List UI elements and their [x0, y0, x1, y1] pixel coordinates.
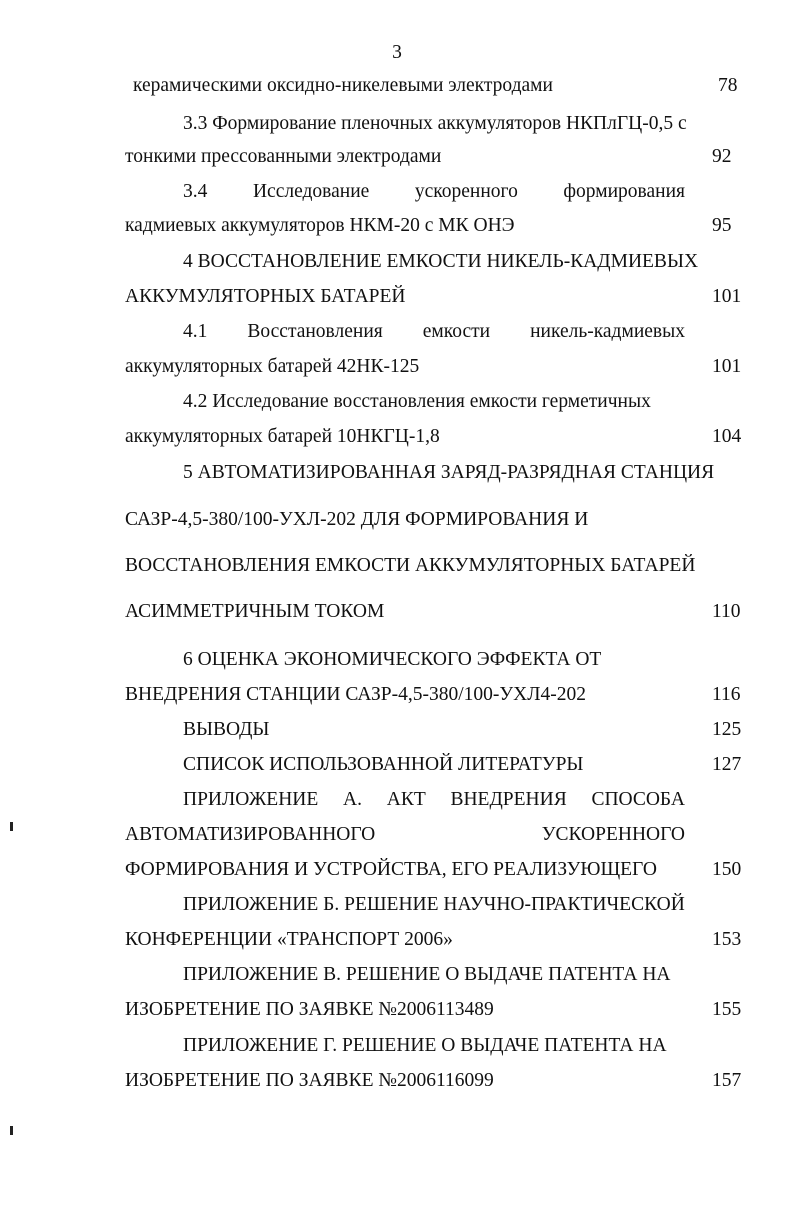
toc-page: 116 [712, 684, 741, 705]
toc-line: ПРИЛОЖЕНИЕ В. РЕШЕНИЕ О ВЫДАЧЕ ПАТЕНТА НА [183, 964, 671, 985]
toc-line: керамическими оксидно-никелевыми электродами [133, 75, 553, 96]
toc-page: 95 [712, 215, 732, 236]
scan-mark [10, 822, 13, 831]
toc-line: кадмиевых аккумуляторов НКМ-20 с МК ОНЭ [125, 215, 515, 236]
word: А. [343, 789, 362, 810]
toc-line: 4.2 Исследование восстановления емкости герметичных [183, 391, 651, 412]
toc-page: 101 [712, 286, 742, 307]
toc-page: 104 [712, 426, 742, 447]
toc-line-justified [183, 788, 685, 812]
toc-page: 155 [712, 999, 742, 1020]
toc-line-justified [125, 823, 685, 847]
toc-page: 78 [718, 75, 738, 96]
toc-page: 157 [712, 1070, 742, 1091]
word: Восстановления [247, 321, 383, 342]
word: ПРИЛОЖЕНИЕ [183, 789, 319, 810]
toc-page: 125 [712, 719, 742, 740]
word: УСКОРЕННОГО [541, 824, 685, 845]
toc-page: 101 [712, 356, 742, 377]
toc-line: ПРИЛОЖЕНИЕ Г. РЕШЕНИЕ О ВЫДАЧЕ ПАТЕНТА НА [183, 1035, 667, 1056]
word: 3.4 [183, 181, 208, 202]
word: АКТ [386, 789, 426, 810]
toc-line: 3.3 Формирование пленочных аккумуляторов НКПлГЦ-0,5 с [183, 113, 687, 134]
toc-line: тонкими прессованными электродами [125, 146, 442, 167]
word: 4.1 [183, 321, 208, 342]
toc-line: АСИММЕТРИЧНЫМ ТОКОМ [125, 601, 385, 622]
toc-line: КОНФЕРЕНЦИИ «ТРАНСПОРТ 2006» [125, 929, 453, 950]
toc-line: 6 ОЦЕНКА ЭКОНОМИЧЕСКОГО ЭФФЕКТА ОТ [183, 649, 602, 670]
page-number: 3 [392, 42, 402, 63]
toc-line: АККУМУЛЯТОРНЫХ БАТАРЕЙ [125, 286, 406, 307]
toc-line: ВЫВОДЫ [183, 719, 270, 740]
toc-line-justified [183, 320, 685, 344]
word: АВТОМАТИЗИРОВАННОГО [125, 824, 376, 845]
toc-page: 92 [712, 146, 732, 167]
toc-line: 4 ВОССТАНОВЛЕНИЕ ЕМКОСТИ НИКЕЛЬ-КАДМИЕВЫХ [183, 251, 699, 272]
scan-mark [10, 1126, 13, 1135]
toc-line: САЗР-4,5-380/100-УХЛ-202 ДЛЯ ФОРМИРОВАНИЯ И [125, 509, 589, 530]
toc-page: 127 [712, 754, 742, 775]
word: ВНЕДРЕНИЯ [450, 789, 567, 810]
toc-line: 5 АВТОМАТИЗИРОВАННАЯ ЗАРЯД-РАЗРЯДНАЯ СТАНЦИЯ [183, 462, 715, 483]
toc-line: ВНЕДРЕНИЯ СТАНЦИИ САЗР-4,5-380/100-УХЛ4-202 [125, 684, 586, 705]
toc-line: ИЗОБРЕТЕНИЕ ПО ЗАЯВКЕ №2006113489 [125, 999, 494, 1020]
toc-line: аккумуляторных батарей 42НК-125 [125, 356, 420, 377]
word: никель-кадмиевых [530, 321, 685, 342]
toc-line: ФОРМИРОВАНИЯ И УСТРОЙСТВА, ЕГО РЕАЛИЗУЮЩЕГО [125, 859, 657, 880]
toc-line: аккумуляторных батарей 10НКГЦ-1,8 [125, 426, 440, 447]
word: емкости [422, 321, 491, 342]
word: Исследование [252, 181, 370, 202]
word: СПОСОБА [591, 789, 685, 810]
toc-page: 110 [712, 601, 741, 622]
word: ускоренного [414, 181, 518, 202]
toc-page: 150 [712, 859, 742, 880]
word: формирования [563, 181, 685, 202]
toc-line: ПРИЛОЖЕНИЕ Б. РЕШЕНИЕ НАУЧНО-ПРАКТИЧЕСКОЙ [183, 894, 685, 915]
toc-line: СПИСОК ИСПОЛЬЗОВАННОЙ ЛИТЕРАТУРЫ [183, 754, 584, 775]
toc-page: 153 [712, 929, 742, 950]
toc-line: ВОССТАНОВЛЕНИЯ ЕМКОСТИ АККУМУЛЯТОРНЫХ БАТАРЕЙ [125, 555, 696, 576]
toc-line: ИЗОБРЕТЕНИЕ ПО ЗАЯВКЕ №2006116099 [125, 1070, 494, 1091]
toc-line-justified [183, 180, 685, 204]
